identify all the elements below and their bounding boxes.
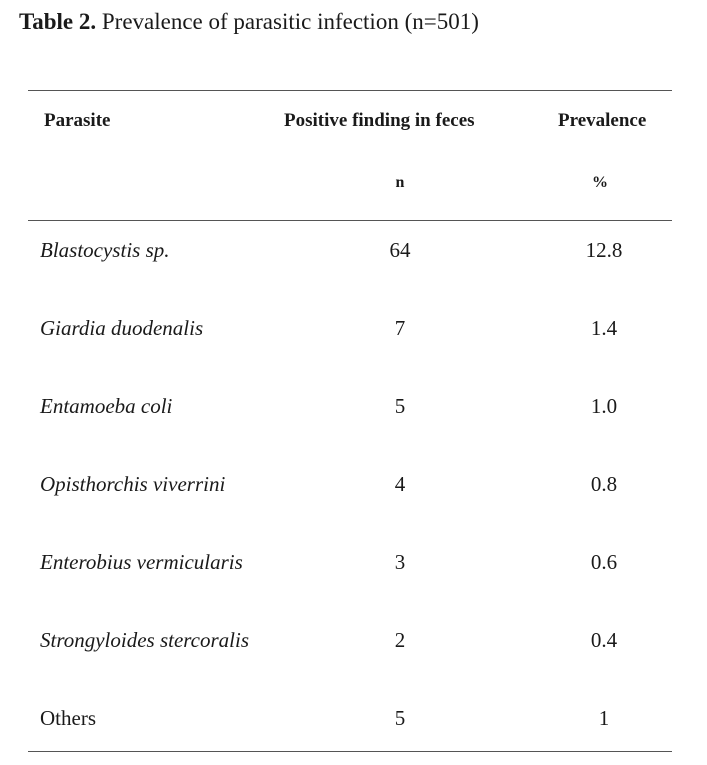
prevalence-value: 0.4 — [590, 628, 618, 652]
table-bottom-rule — [28, 751, 672, 752]
parasite-name: Enterobius vermicularis — [40, 550, 243, 574]
positive-count: 5 — [394, 394, 406, 418]
table-row — [0, 472, 707, 502]
table-row — [0, 550, 707, 580]
positive-count: 7 — [394, 316, 406, 340]
header-prevalence-unit: % — [592, 174, 608, 191]
table-top-rule — [28, 90, 672, 91]
parasite-name: Others — [40, 706, 96, 730]
positive-count: 3 — [394, 550, 406, 574]
parasite-name: Entamoeba coli — [40, 394, 173, 418]
positive-count: 2 — [394, 628, 406, 652]
table-row — [0, 628, 707, 658]
positive-count: 4 — [394, 472, 406, 496]
parasite-name: Opisthorchis viverrini — [40, 472, 226, 496]
prevalence-value: 0.6 — [590, 550, 618, 574]
parasite-name: Giardia duodenalis — [40, 316, 204, 340]
table-row — [0, 316, 707, 346]
header-positive-finding: Positive finding in feces — [284, 110, 475, 131]
table-caption-label: Table 2. — [19, 9, 97, 34]
parasite-name: Blastocystis sp. — [40, 238, 170, 262]
header-parasite: Parasite — [44, 110, 111, 131]
prevalence-value: 0.8 — [590, 472, 618, 496]
prevalence-value: 1.0 — [590, 394, 618, 418]
header-positive-unit: n — [395, 174, 405, 191]
positive-count: 5 — [394, 706, 406, 730]
prevalence-value: 1 — [598, 706, 610, 730]
table-caption — [19, 9, 479, 35]
parasite-name: Strongyloides stercoralis — [40, 628, 250, 652]
table-row — [0, 706, 707, 736]
table-row — [0, 394, 707, 424]
table-row — [0, 238, 707, 268]
positive-count: 64 — [389, 238, 411, 262]
header-prevalence: Prevalence — [558, 110, 647, 131]
table-caption-text: Prevalence of parasitic infection (n=501) — [101, 9, 479, 34]
prevalence-value: 12.8 — [585, 238, 623, 262]
table-header-rule — [28, 220, 672, 221]
prevalence-value: 1.4 — [590, 316, 618, 340]
